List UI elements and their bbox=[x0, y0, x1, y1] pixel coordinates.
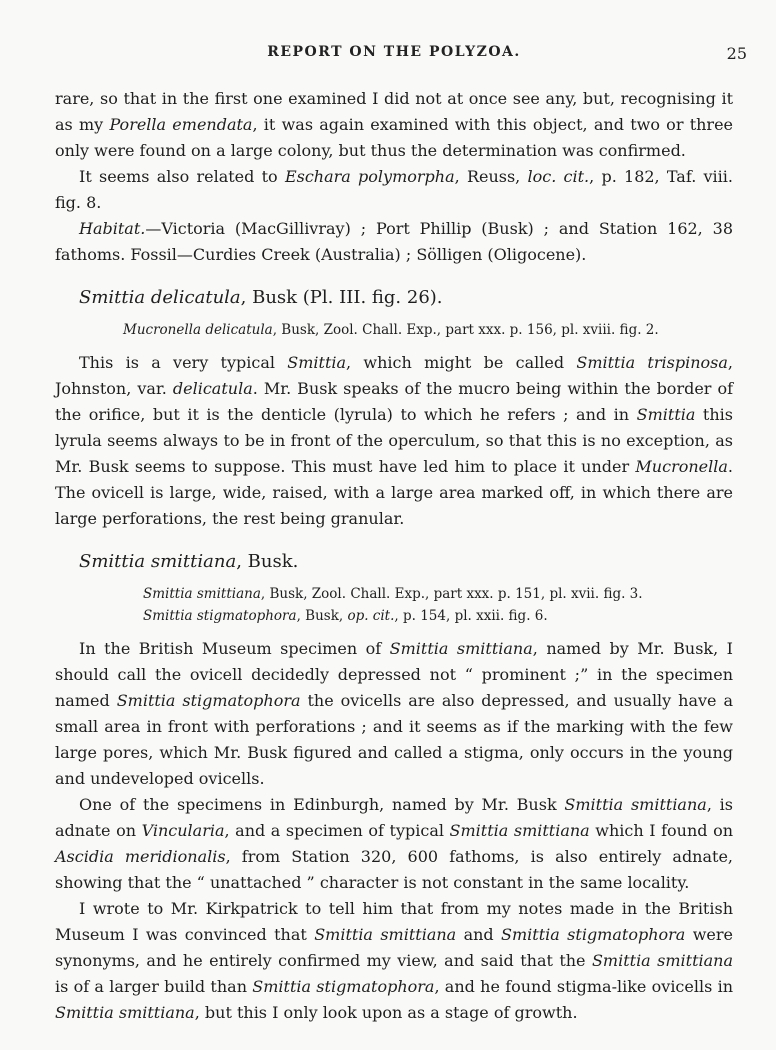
italic-text-run: Vincularia bbox=[141, 821, 225, 840]
italic-text-run: Eschara polymorpha bbox=[284, 167, 455, 186]
text-run: , from Station 320, 600 fathoms, is also entirely adnate, showing that the “ unattached ” character is not constant in the same locality. bbox=[55, 847, 734, 892]
italic-text-run: Mucronella bbox=[635, 457, 728, 476]
text-line bbox=[79, 286, 733, 310]
italic-text-run: Smittia stigmatophora bbox=[143, 608, 297, 624]
paragraph bbox=[55, 216, 733, 268]
text-line bbox=[55, 216, 733, 268]
italic-text-run: Smittia smittiana bbox=[314, 925, 457, 944]
italic-text-run: Smittia smittiana bbox=[79, 551, 237, 572]
species-heading bbox=[79, 550, 733, 574]
text-run: which I found on bbox=[589, 821, 734, 840]
italic-text-run: Smittia smittiana bbox=[591, 951, 733, 970]
text-run: . Mr. Busk speaks of the mucro being within the border of the orifice, but it is the denticle (lyrula) to which he refers ; and in bbox=[55, 379, 734, 424]
text-run: rare, so that in the first one examined I did not at once see any, but, recognising it as my bbox=[55, 89, 733, 134]
paragraph bbox=[55, 164, 733, 216]
text-line bbox=[143, 605, 733, 627]
text-run: , Busk, Zool. Chall. Exp., part xxx. p. 151, pl. xvii. fig. 3. bbox=[260, 586, 643, 602]
paragraph bbox=[55, 350, 733, 532]
text-run: is of a larger build than bbox=[55, 977, 253, 996]
italic-text-run: Smittia bbox=[287, 353, 347, 372]
italic-text-run: Smittia stigmatophora bbox=[252, 977, 435, 996]
page-content bbox=[55, 86, 733, 1026]
text-run: , p. 182, Taf. viii. fig. 8. bbox=[55, 167, 733, 212]
text-line bbox=[55, 636, 733, 792]
text-line bbox=[55, 86, 733, 164]
text-run: , Busk, Zool. Chall. Exp., part xxx. p. 156, pl. xviii. fig. 2. bbox=[272, 322, 659, 338]
text-run: , is adnate on bbox=[55, 795, 734, 840]
italic-text-run: Mucronella delicatula bbox=[123, 322, 273, 338]
running-head bbox=[55, 44, 747, 66]
italic-text-run: Smittia smittiana bbox=[564, 795, 707, 814]
running-head-title: REPORT ON THE POLYZOA. bbox=[267, 44, 521, 60]
text-line bbox=[55, 896, 733, 1026]
paragraph bbox=[55, 792, 733, 896]
italic-text-run: op. cit. bbox=[347, 608, 395, 624]
text-run: the ovicells are also depressed, and usually have a small area in front with perforations ; and it seems as if the marking with the few large pores, which Mr. Busk figured and called a stigma, only occurs in the young and undeveloped ovicells. bbox=[55, 691, 734, 788]
text-run: One of the specimens in Edinburgh, named by Mr. Busk bbox=[79, 795, 565, 814]
text-run: and bbox=[456, 925, 502, 944]
text-run: , it was again examined with this object, and two or three only were found on a large colony, but thus the determination was confirmed. bbox=[55, 115, 734, 160]
synonymy-citation bbox=[123, 319, 733, 341]
species-heading bbox=[79, 286, 733, 310]
italic-text-run: Smittia smittiana bbox=[55, 1003, 195, 1022]
italic-text-run: delicatula bbox=[172, 379, 253, 398]
text-run: , Busk. bbox=[236, 551, 299, 572]
paragraph bbox=[55, 896, 733, 1026]
text-run: , named by Mr. Busk, I should call the ovicell decidedly depressed not “ prominent ;” in the specimen named bbox=[55, 639, 733, 710]
text-run: This is a very typical bbox=[79, 353, 288, 372]
text-run: were synonyms, and he entirely confirmed my view, and said that the bbox=[55, 925, 733, 970]
italic-text-run: Porella emendata bbox=[109, 115, 253, 134]
italic-text-run: Smittia smittiana bbox=[143, 586, 261, 602]
text-line bbox=[55, 350, 733, 532]
text-run: , which might be called bbox=[346, 353, 577, 372]
synonymy-citation bbox=[143, 583, 733, 627]
paragraph bbox=[55, 86, 733, 164]
text-run: , and a specimen of typical bbox=[224, 821, 450, 840]
text-line bbox=[123, 319, 733, 341]
italic-text-run: Smittia stigmatophora bbox=[501, 925, 686, 944]
italic-text-run: Smittia smittiana bbox=[449, 821, 590, 840]
page-number: 25 bbox=[726, 44, 747, 63]
text-run: this lyrula seems always to be in front of the operculum, so that this is no exception, as Mr. Busk seems to suppose. This must have led him to place it under bbox=[55, 405, 733, 476]
text-run: . The ovicell is large, wide, raised, with a large area marked off, in which there are large perforations, the rest being granular. bbox=[55, 457, 733, 528]
text-run: , p. 154, pl. xxii. fig. 6. bbox=[394, 608, 548, 624]
italic-text-run: Smittia stigmatophora bbox=[116, 691, 301, 710]
text-line bbox=[55, 164, 733, 216]
text-run: , Busk (Pl. III. fig. 26). bbox=[240, 287, 443, 308]
paragraph bbox=[55, 636, 733, 792]
italic-text-run: Smittia smittiana bbox=[389, 639, 533, 658]
italic-text-run: Ascidia meridionalis bbox=[55, 847, 226, 866]
text-run: , Johnston, var. bbox=[55, 353, 733, 398]
italic-text-run: loc. cit. bbox=[527, 167, 590, 186]
text-line bbox=[55, 792, 733, 896]
text-run: , but this I only look upon as a stage of growth. bbox=[194, 1003, 578, 1022]
italic-text-run: Smittia trispinosa bbox=[576, 353, 728, 372]
italic-text-run: Smittia delicatula bbox=[79, 287, 241, 308]
text-run: I wrote to Mr. Kirkpatrick to tell him that from my notes made in the British Museum I was convinced that bbox=[55, 899, 733, 944]
text-run: —Victoria (MacGillivray) ; Port Phillip (Busk) ; and Station 162, 38 fathoms. Fossil—Curdies Creek (Australia) ; Sölligen (Oligocene). bbox=[55, 219, 733, 264]
text-run: , and he found stigma-like ovicells in bbox=[434, 977, 733, 996]
text-run: It seems also related to bbox=[79, 167, 285, 186]
text-line bbox=[143, 583, 733, 605]
italic-text-run: Smittia bbox=[636, 405, 696, 424]
text-run: , Busk, bbox=[296, 608, 348, 624]
text-run: In the British Museum specimen of bbox=[79, 639, 390, 658]
text-run: , Reuss, bbox=[454, 167, 528, 186]
italic-text-run: Habitat. bbox=[79, 219, 146, 238]
text-line bbox=[79, 550, 733, 574]
